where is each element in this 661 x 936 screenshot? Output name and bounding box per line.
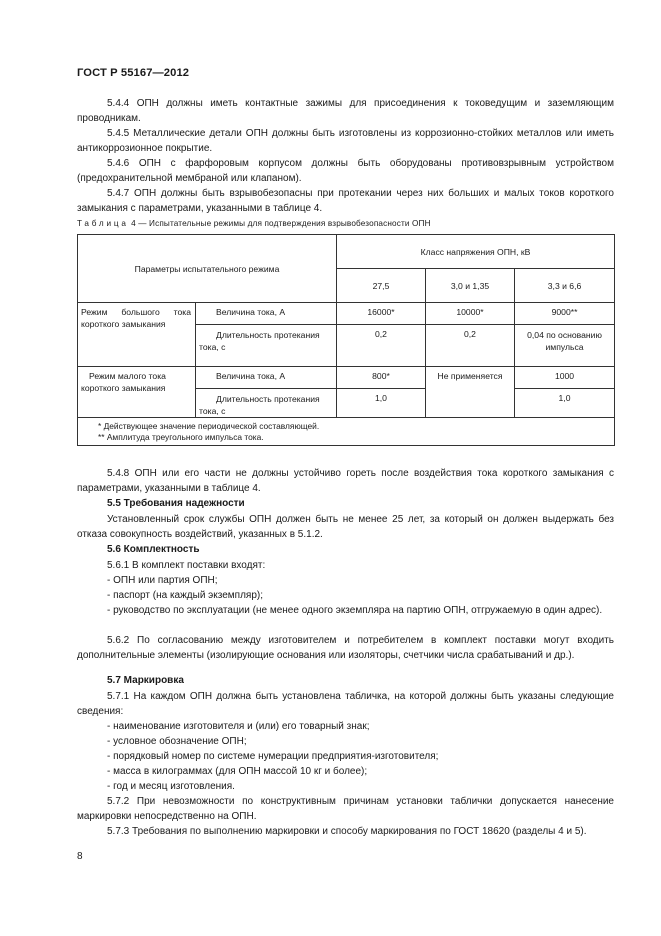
table-notes	[78, 418, 615, 446]
list-item: - ОПН или партия ОПН;	[107, 575, 218, 586]
value-cell: 0,2	[426, 325, 515, 367]
value-cell: 16000*	[337, 303, 426, 325]
paragraph-5-7-3: 5.7.3 Требования по выполнению маркировки и способу маркирования по ГОСТ 18620 (разделы 4 и 5).	[107, 826, 587, 837]
list-item: - руководство по эксплуатации (не менее одного экземпляра на партию ОПН, отгружаемую в один адрес).	[107, 605, 603, 616]
table-caption	[77, 219, 431, 228]
param-current-cell: Величина тока, А	[196, 303, 337, 325]
value-cell: 800*	[337, 367, 426, 389]
value-cell: 0,04 по основанию импульса	[515, 325, 615, 367]
paragraph-5-4-6: 5.4.6 ОПН с фарфоровым корпусом должны быть оборудованы противовзрывным устройством (предохранительной мембраной или клапаном).	[77, 158, 614, 185]
mode-large-cell: Режим большого тока короткого замыкания	[78, 303, 196, 367]
document-header: ГОСТ Р 55167—2012	[77, 67, 190, 79]
value-cell: 9000**	[515, 303, 615, 325]
list-item: - условное обозначение ОПН;	[107, 736, 247, 747]
paragraph-5-4-4: 5.4.4 ОПН должны иметь контактные зажимы для присоединения к токоведущим и заземляющим проводникам.	[77, 98, 614, 125]
paragraph-5-4-8: 5.4.8 ОПН или его части не должны устойчиво гореть после воздействия тока короткого замыкания с параметрами, указанными в таблице 4.	[77, 468, 614, 495]
value-cell: 0,2	[337, 325, 426, 367]
voltage-class-cell: 3,0 и 1,35	[426, 269, 515, 303]
header-params-cell	[78, 235, 337, 303]
section-heading-5-5: 5.5 Требования надежности	[107, 498, 245, 509]
list-item: - паспорт (на каждый экземпляр);	[107, 590, 264, 601]
table-note: ** Амплитуда треугольного импульса тока.	[98, 432, 264, 442]
table-caption-text: — Испытательные режимы для подтверждения взрывобезопасности ОПН	[138, 219, 431, 228]
value-cell: 1,0	[515, 389, 615, 418]
table-note: * Действующее значение периодической составляющей.	[98, 421, 320, 431]
value-cell: Не применяется	[426, 367, 515, 418]
param-duration-cell: Длительность протекания тока, с	[196, 389, 337, 418]
section-heading-5-7: 5.7 Маркировка	[107, 675, 184, 686]
paragraph-5-4-5: 5.4.5 Металлические детали ОПН должны быть изготовлены из коррозионно-стойких металлов или иметь антикоррозионное покрытие.	[77, 128, 614, 155]
list-item: - наименование изготовителя и (или) его товарный знак;	[107, 721, 370, 732]
voltage-class-cell: 27,5	[337, 269, 426, 303]
table-caption-word: Таблица	[77, 219, 129, 228]
paragraph-5-5: Установленный срок службы ОПН должен быть не менее 25 лет, за который он должен выдержать без отказа совокупность воздействий, указанных в 5.1.2.	[77, 514, 614, 541]
section-heading-5-6: 5.6 Комплектность	[107, 544, 200, 555]
param-current-cell: Величина тока, А	[196, 367, 337, 389]
param-duration-cell: Длительность протекания тока, с	[196, 325, 337, 367]
value-cell: 1000	[515, 367, 615, 389]
header-params-label: Параметры испытательного режима	[134, 263, 280, 274]
header-class-cell	[337, 235, 615, 269]
test-modes-table	[77, 234, 615, 446]
value-cell: 10000*	[426, 303, 515, 325]
voltage-class-cell: 3,3 и 6,6	[515, 269, 615, 303]
list-item: - год и месяц изготовления.	[107, 781, 235, 792]
value-cell: 1,0	[337, 389, 426, 418]
paragraph-5-6-1: 5.6.1 В комплект поставки входят:	[107, 560, 266, 571]
list-item: - масса в килограммах (для ОПН массой 10 кг и более);	[107, 766, 368, 777]
page-number: 8	[77, 851, 83, 862]
mode-small-cell: Режим малого тока короткого замыкания	[78, 367, 196, 418]
paragraph-5-6-2: 5.6.2 По согласованию между изготовителем и потребителем в комплект поставки могут входить дополнительные элементы (изолирующие основания или изоляторы, счетчики числа срабатываний и др.).	[77, 635, 614, 662]
header-class-label: Класс напряжения ОПН, кВ	[420, 246, 531, 257]
paragraph-5-7-1: 5.7.1 На каждом ОПН должна быть установлена табличка, на которой должны быть указаны следующие сведения:	[77, 691, 614, 718]
list-item: - порядковый номер по системе нумерации предприятия-изготовителя;	[107, 751, 439, 762]
table-caption-number: 4	[131, 219, 136, 228]
paragraph-5-7-2: 5.7.2 При невозможности по конструктивным причинам установки таблички допускается нанесение маркировки непосредственно на ОПН.	[77, 796, 614, 823]
paragraph-5-4-7: 5.4.7 ОПН должны быть взрывобезопасны при протекании через них больших и малых токов короткого замыкания с параметрами, указанными в таблице 4.	[77, 188, 614, 215]
